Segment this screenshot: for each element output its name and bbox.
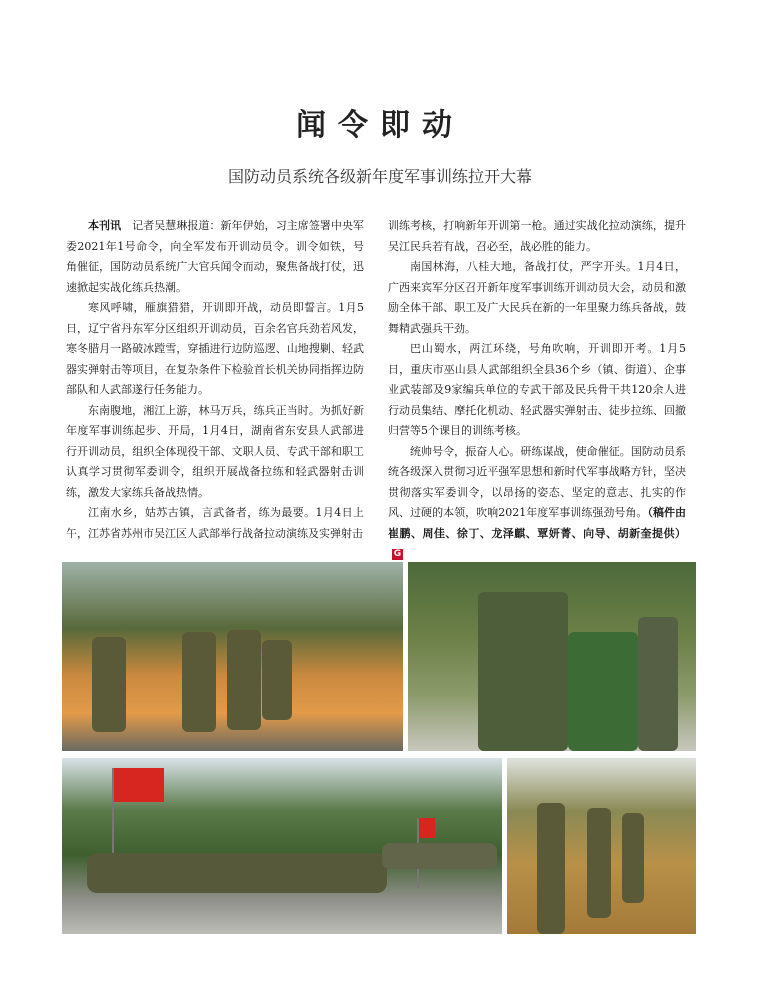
soldier-figure [537,803,565,934]
soldier-figure [227,630,261,730]
photo-riot-shield [408,562,696,751]
marching-column [87,853,387,893]
article-title: 闻令即动 [296,108,464,143]
text-column-left [66,216,364,544]
article-subtitle: 国防动员系统各级新年度军事训练拉开大幕 [227,167,532,186]
photo-rifle-aim [507,758,696,934]
soldier-figure [478,592,568,751]
soldier-figure [638,617,678,751]
paragraph: 南国林海，八桂大地，备战打仗，严字开头。1月4日，广西来宾军分区召开新年度军事训练开训动员大会，动员和激励全体干部、职工及广大民兵在新的一年里聚力练兵备战，鼓舞精武强兵干劲。 [388,260,686,335]
paragraph: 训练考核，打响新年开训第一枪。通过实战化拉动演练，提升吴江民兵若有战，召必至，战必胜的能力。 [388,219,686,253]
soldier-figure [262,640,292,720]
paragraph: 巴山蜀水，两江环绕，号角吹响，开训即开考。1月5日，重庆市巫山县人武部组织全县36个乡（镇、街道）、企事业武装部及9家编兵单位的专武干部及民兵骨干共120余人进行动员集结、摩托化机动、轻武器实弹射击、徒步拉练、回撤归营等5个课目的训练考核。 [388,342,686,437]
paragraph: 本刊讯 记者吴慧琳报道：新年伊始，习主席签署中央军委2021年1号命令，向全军发布开训动员令。训令如铁，号角催征，国防动员系统广大官兵闻令而动，聚焦备战打仗，迅速掀起实战化练兵热潮。 [66,219,365,294]
red-flag-icon [114,768,164,802]
soldier-figure [622,813,644,903]
photo-march-flag [62,758,502,934]
paragraph: 寒风呼啸，雁旗猎猎，开训即开战，动员即誓言。1月5日，辽宁省丹东军分区组织开训动员，百余名官兵劲若风发，寒冬腊月一路破冰蹚雪，穿插进行边防巡逻、山地搜剿、轻武器实弹射击等项目，在复杂条件下检验首长机关协同指挥边防部队和人武部遂行任务能力。 [66,301,364,396]
marching-column [382,843,497,869]
text-column-right [388,216,686,565]
soldier-figure [92,637,126,732]
photo-credit: （稿件由崔鹏、周佳、徐丁、龙泽麒、覃妍菁、向导、胡新奎提供） [388,506,686,540]
soldier-figure [182,632,216,732]
paragraph: 江南水乡，姑苏古镇，言武备者，练为最要。1月4日上午，江苏省苏州市吴江区人武部举行战备拉动演练及实弹射击 [66,506,364,540]
byline: 本刊讯 [88,219,122,232]
end-mark-icon: G [393,548,402,559]
paragraph: 统帅号令，振奋人心。研练谋战，使命催征。国防动员系统各级深入贯彻习近平强军思想和新时代军事战略方针，坚决贯彻落实军委训令，以昂扬的姿态、坚定的意志、扎实的作风、过硬的本领，吹响2021年度军事训练强劲号角。（稿件由崔鹏、周佳、徐丁、龙泽麒、覃妍菁、向导、胡新奎提供）G [388,444,686,559]
photo-smoke-drill [62,562,403,751]
red-flag-icon [419,818,435,838]
soldier-figure [587,808,611,918]
paragraph: 东南腹地，湘江上游，林马万兵，练兵正当时。为抓好新年度军事训练起步、开局，1月4日，湖南省东安县人武部进行开训动员，组织全体现役干部、文职人员、专武干部和职工认真学习贯彻军委训令，组织开展战备拉练和轻武器射击训练，激发大家练兵备战热情。 [66,403,364,499]
riot-shield-shape [568,632,638,751]
